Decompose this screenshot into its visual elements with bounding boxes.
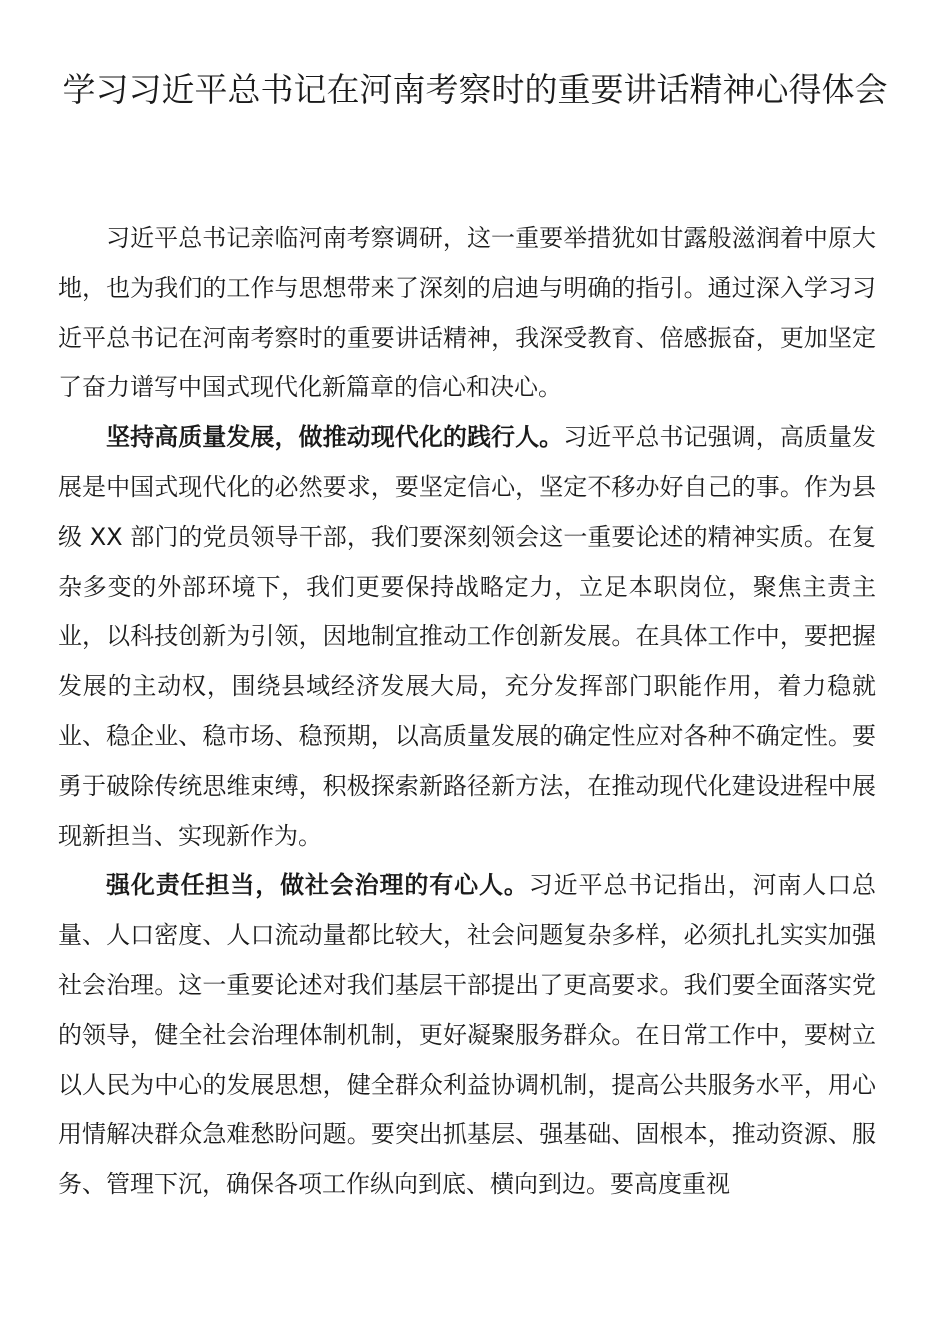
paragraph-text: 习近平总书记指出，河南人口总量、人口密度、人口流动量都比较大，社会问题复杂多样，必须扎扎实实加强社会治理。这一重要论述对我们基层干部提出了更高要求。我们要全面落实党的领导，健全社会治理体制机制，更好凝聚服务群众。在日常工作中，要树立以人民为中心的发展思想，健全群众利益协调机制，提高公共服务水平，用心用情解决群众急难愁盼问题。要突出抓基层、强基础、固根本，推动资源、服务、管理下沉，确保各项工作纵向到底、横向到边。要高度重视 (58, 871, 877, 1199)
paragraph-social-governance (58, 861, 876, 1210)
document-body (58, 214, 876, 1210)
paragraph-high-quality-development (58, 413, 876, 861)
paragraph-lead: 强化责任担当，做社会治理的有心人。 (106, 871, 529, 900)
paragraph-text: 习近平总书记亲临河南考察调研，这一重要举措犹如甘露般滋润着中原大地，也为我们的工作与思想带来了深刻的启迪与明确的指引。通过深入学习习近平总书记在河南考察时的重要讲话精神，我深受教育、倍感振奋，更加坚定了奋力谱写中国式现代化新篇章的信心和决心。 (58, 224, 876, 402)
paragraph-intro (58, 214, 876, 413)
paragraph-text: 习近平总书记强调，高质量发展是中国式现代化的必然要求，要坚定信心，坚定不移办好自己的事。作为县级 XX 部门的党员领导干部，我们要深刻领会这一重要论述的精神实质。在复杂多变的外部环境下，我们更要保持战略定力，立足本职岗位，聚焦主责主业，以科技创新为引领，因地制宜推动工作创新发展。在具体工作中，要把握发展的主动权，围绕县域经济发展大局，充分发挥部门职能作用，着力稳就业、稳企业、稳市场、稳预期，以高质量发展的确定性应对各种不确定性。要勇于破除传统思维束缚，积极探索新路径新方法，在推动现代化建设进程中展现新担当、实现新作为。 (58, 423, 877, 850)
document-title: 学习习近平总书记在河南考察时的重要讲话精神心得体会 (62, 70, 888, 109)
paragraph-lead: 坚持高质量发展，做推动现代化的践行人。 (106, 423, 564, 452)
